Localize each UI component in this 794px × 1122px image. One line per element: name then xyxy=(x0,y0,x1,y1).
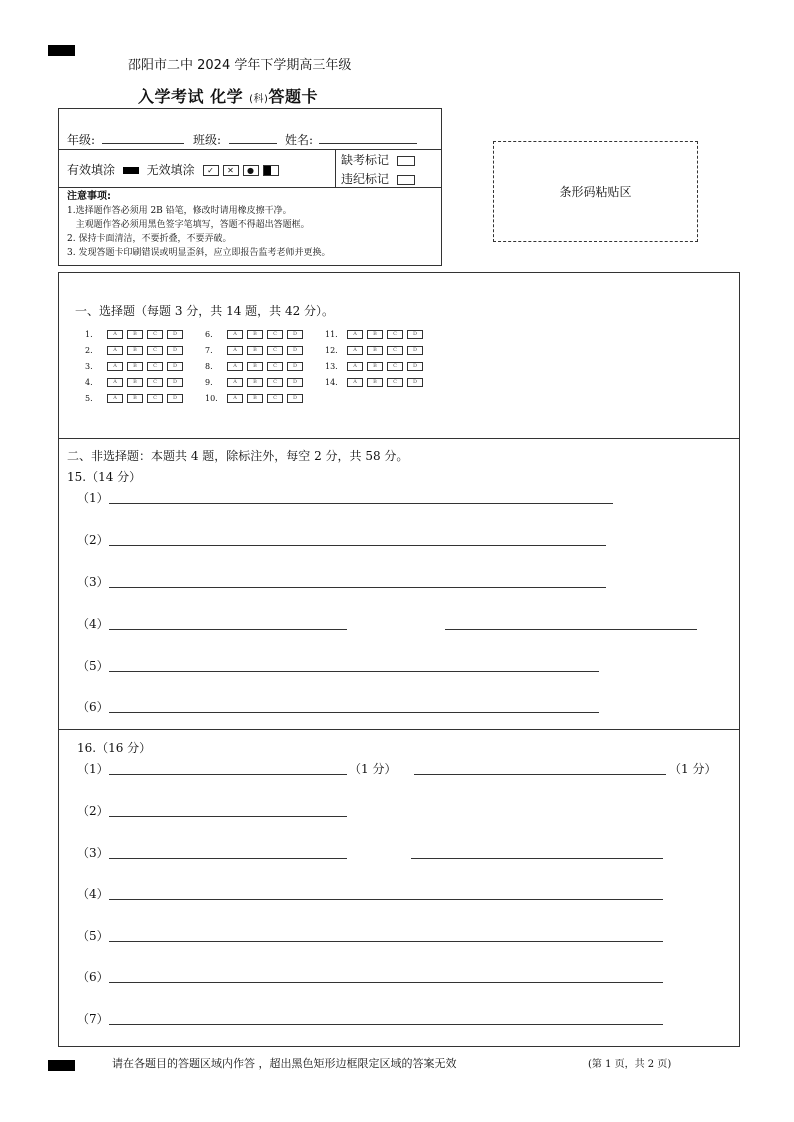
half-fill-icon xyxy=(263,165,279,176)
question-number: 10. xyxy=(205,394,218,403)
choice-question xyxy=(85,378,187,387)
question-number: 2. xyxy=(85,346,93,355)
option-bubble[interactable]: C xyxy=(387,330,403,339)
option-bubble[interactable]: C xyxy=(267,378,283,387)
option-bubble[interactable]: D xyxy=(287,378,303,387)
option-bubble[interactable]: D xyxy=(167,346,183,355)
answer-line[interactable] xyxy=(109,587,606,588)
check-mark-icon: ✓ xyxy=(203,165,219,176)
section-choice xyxy=(58,272,740,439)
question-number: 12. xyxy=(325,346,338,355)
option-bubble[interactable]: C xyxy=(267,346,283,355)
point-note: （1 分） xyxy=(349,762,397,776)
circle-fill-icon: ● xyxy=(243,165,259,176)
option-bubble[interactable]: B xyxy=(247,378,263,387)
page-number: (第 1 页，共 2 页) xyxy=(588,1059,672,1070)
student-info-box xyxy=(58,108,442,266)
q15-item-4: （4） xyxy=(77,617,109,631)
option-bubble[interactable]: D xyxy=(167,378,183,387)
grade-label: 年级: xyxy=(67,133,96,147)
option-bubble[interactable]: A xyxy=(347,330,363,339)
cross-mark-icon: ✕ xyxy=(223,165,239,176)
answer-line[interactable] xyxy=(109,816,347,817)
option-bubble[interactable]: B xyxy=(367,346,383,355)
option-bubble[interactable]: C xyxy=(387,346,403,355)
title-end: 答题卡 xyxy=(268,87,318,106)
choice-question xyxy=(205,378,307,387)
section-choice-title: 一、选择题（每题 3 分，共 14 题，共 42 分）。 xyxy=(75,304,335,318)
option-bubble[interactable]: A xyxy=(347,362,363,371)
question-number: 4. xyxy=(85,378,93,387)
violation-mark-label: 违纪标记 xyxy=(341,172,390,186)
class-label: 班级: xyxy=(193,133,222,147)
footer-notice: 请在各题目的答题区域内作答 ，超出黑色矩形边框限定区域的答案无效 xyxy=(112,1057,457,1070)
option-bubble[interactable]: A xyxy=(347,378,363,387)
answer-line[interactable] xyxy=(109,671,599,672)
answer-line[interactable] xyxy=(109,712,599,713)
option-bubble[interactable]: C xyxy=(147,394,163,403)
registration-mark-top xyxy=(48,45,75,56)
choice-question xyxy=(85,330,187,339)
option-bubble[interactable]: D xyxy=(407,346,423,355)
option-bubble[interactable]: C xyxy=(147,346,163,355)
absent-mark-box[interactable] xyxy=(397,156,415,166)
option-bubble[interactable]: A xyxy=(107,378,123,387)
option-bubble[interactable]: B xyxy=(127,362,143,371)
answer-line[interactable] xyxy=(109,774,347,775)
answer-line[interactable] xyxy=(109,941,663,942)
question-number: 9. xyxy=(205,378,213,387)
valid-fill-sample xyxy=(123,167,139,174)
option-bubble[interactable]: B xyxy=(127,346,143,355)
option-bubble[interactable]: A xyxy=(227,330,243,339)
question-number: 14. xyxy=(325,378,338,387)
registration-mark-bottom xyxy=(48,1060,75,1071)
option-bubble[interactable]: D xyxy=(407,362,423,371)
option-bubble[interactable]: D xyxy=(167,394,183,403)
option-bubble[interactable]: A xyxy=(227,394,243,403)
option-bubble[interactable]: C xyxy=(147,378,163,387)
q15-title: 15.（14 分） xyxy=(67,470,142,484)
answer-line[interactable] xyxy=(445,629,697,630)
q16-item-5: （5） xyxy=(77,929,109,943)
choice-question xyxy=(85,346,187,355)
question-number: 7. xyxy=(205,346,213,355)
option-bubble[interactable]: A xyxy=(227,346,243,355)
q16-item-6: （6） xyxy=(77,970,109,984)
option-bubble[interactable]: C xyxy=(387,362,403,371)
barcode-label: 条形码粘贴区 xyxy=(559,185,632,199)
notes xyxy=(59,187,441,267)
q15-item-3: （3） xyxy=(77,575,109,589)
option-bubble[interactable]: A xyxy=(107,330,123,339)
section-q16 xyxy=(58,729,740,1047)
choice-question xyxy=(205,362,307,371)
option-bubble[interactable]: D xyxy=(287,330,303,339)
q16-item-2: （2） xyxy=(77,804,109,818)
option-bubble[interactable]: C xyxy=(147,330,163,339)
title-main: 入学考试 化学 xyxy=(138,87,244,106)
q15-item-1: （1） xyxy=(77,491,109,505)
option-bubble[interactable]: B xyxy=(127,330,143,339)
answer-line[interactable] xyxy=(109,1024,663,1025)
q16-title: 16.（16 分） xyxy=(77,741,152,755)
info-row-fill xyxy=(59,149,441,188)
option-bubble[interactable]: D xyxy=(407,378,423,387)
note-item: 2. 保持卡面清洁，不要折叠，不要弄破。 xyxy=(67,234,232,244)
option-bubble[interactable]: A xyxy=(227,362,243,371)
option-bubble[interactable]: B xyxy=(367,362,383,371)
option-bubble[interactable]: D xyxy=(287,346,303,355)
option-bubble[interactable]: A xyxy=(107,362,123,371)
option-bubble[interactable]: B xyxy=(367,378,383,387)
answer-line[interactable] xyxy=(411,858,663,859)
option-bubble[interactable]: B xyxy=(247,346,263,355)
answer-line[interactable] xyxy=(109,899,663,900)
choice-question xyxy=(205,346,307,355)
option-bubble[interactable]: C xyxy=(267,330,283,339)
question-number: 11. xyxy=(325,330,338,339)
choice-question xyxy=(325,362,427,371)
option-bubble[interactable]: C xyxy=(267,394,283,403)
option-bubble[interactable]: A xyxy=(347,346,363,355)
q16-item-7: （7） xyxy=(77,1012,109,1026)
school-line: 邵阳市二中 2024 学年下学期高三年级 xyxy=(128,58,352,73)
invalid-fill-label: 无效填涂 xyxy=(146,163,195,177)
option-bubble[interactable]: A xyxy=(107,346,123,355)
option-bubble[interactable]: A xyxy=(227,378,243,387)
choice-question xyxy=(325,346,427,355)
answer-line[interactable] xyxy=(109,629,347,630)
choice-question xyxy=(325,330,427,339)
answer-line[interactable] xyxy=(414,774,666,775)
option-bubble[interactable]: B xyxy=(127,394,143,403)
name-label: 姓名: xyxy=(285,133,314,147)
question-number: 6. xyxy=(205,330,213,339)
answer-line[interactable] xyxy=(109,503,613,504)
option-bubble[interactable]: B xyxy=(247,330,263,339)
absent-mark-label: 缺考标记 xyxy=(341,153,390,167)
q16-item-1: （1） xyxy=(77,762,109,776)
q15-item-5: （5） xyxy=(77,659,109,673)
answer-line[interactable] xyxy=(109,858,347,859)
choice-question xyxy=(325,378,427,387)
choice-question xyxy=(205,330,307,339)
option-bubble[interactable]: A xyxy=(107,394,123,403)
option-bubble[interactable]: B xyxy=(127,378,143,387)
q15-item-6: （6） xyxy=(77,700,109,714)
question-number: 8. xyxy=(205,362,213,371)
answer-line[interactable] xyxy=(109,982,663,983)
option-bubble[interactable]: B xyxy=(247,362,263,371)
option-bubble[interactable]: D xyxy=(407,330,423,339)
option-bubble[interactable]: C xyxy=(387,378,403,387)
notes-title: 注意事项: xyxy=(67,191,111,202)
divider xyxy=(335,149,336,187)
choice-question xyxy=(85,362,187,371)
question-number: 1. xyxy=(85,330,93,339)
grade-field[interactable] xyxy=(102,131,184,144)
choice-question xyxy=(205,394,307,403)
question-number: 13. xyxy=(325,362,338,371)
option-bubble[interactable]: D xyxy=(287,362,303,371)
violation-mark-box[interactable] xyxy=(397,175,415,185)
barcode-area xyxy=(493,141,698,242)
note-item: 1.选择题作答必须用 2B 铅笔，修改时请用橡皮擦干净。 xyxy=(67,206,292,216)
q16-item-3: （3） xyxy=(77,846,109,860)
choice-question xyxy=(85,394,187,403)
name-field[interactable] xyxy=(319,131,417,144)
section-nonchoice-title: 二、非选择题：本题共 4 题，除标注外，每空 2 分，共 58 分。 xyxy=(67,449,409,463)
valid-fill-label: 有效填涂 xyxy=(67,163,116,177)
q16-item-4: （4） xyxy=(77,887,109,901)
point-note: （1 分） xyxy=(669,762,717,776)
option-bubble[interactable]: D xyxy=(287,394,303,403)
option-bubble[interactable]: B xyxy=(367,330,383,339)
title-sub: (科) xyxy=(249,94,269,105)
option-bubble[interactable]: D xyxy=(167,330,183,339)
question-number: 3. xyxy=(85,362,93,371)
q15-item-2: （2） xyxy=(77,533,109,547)
note-item: 主观题作答必须用黑色签字笔填写，答题不得超出答题框。 xyxy=(67,220,310,230)
answer-line[interactable] xyxy=(109,545,606,546)
section-q15 xyxy=(58,438,740,730)
option-bubble[interactable]: B xyxy=(247,394,263,403)
page-title xyxy=(138,84,318,107)
info-row-names xyxy=(59,109,441,150)
option-bubble[interactable]: D xyxy=(167,362,183,371)
question-number: 5. xyxy=(85,394,93,403)
option-bubble[interactable]: C xyxy=(147,362,163,371)
note-item: 3. 发现答题卡印刷错误或明显歪斜，应立即报告监考老师并更换。 xyxy=(67,248,331,258)
option-bubble[interactable]: C xyxy=(267,362,283,371)
class-field[interactable] xyxy=(229,131,277,144)
